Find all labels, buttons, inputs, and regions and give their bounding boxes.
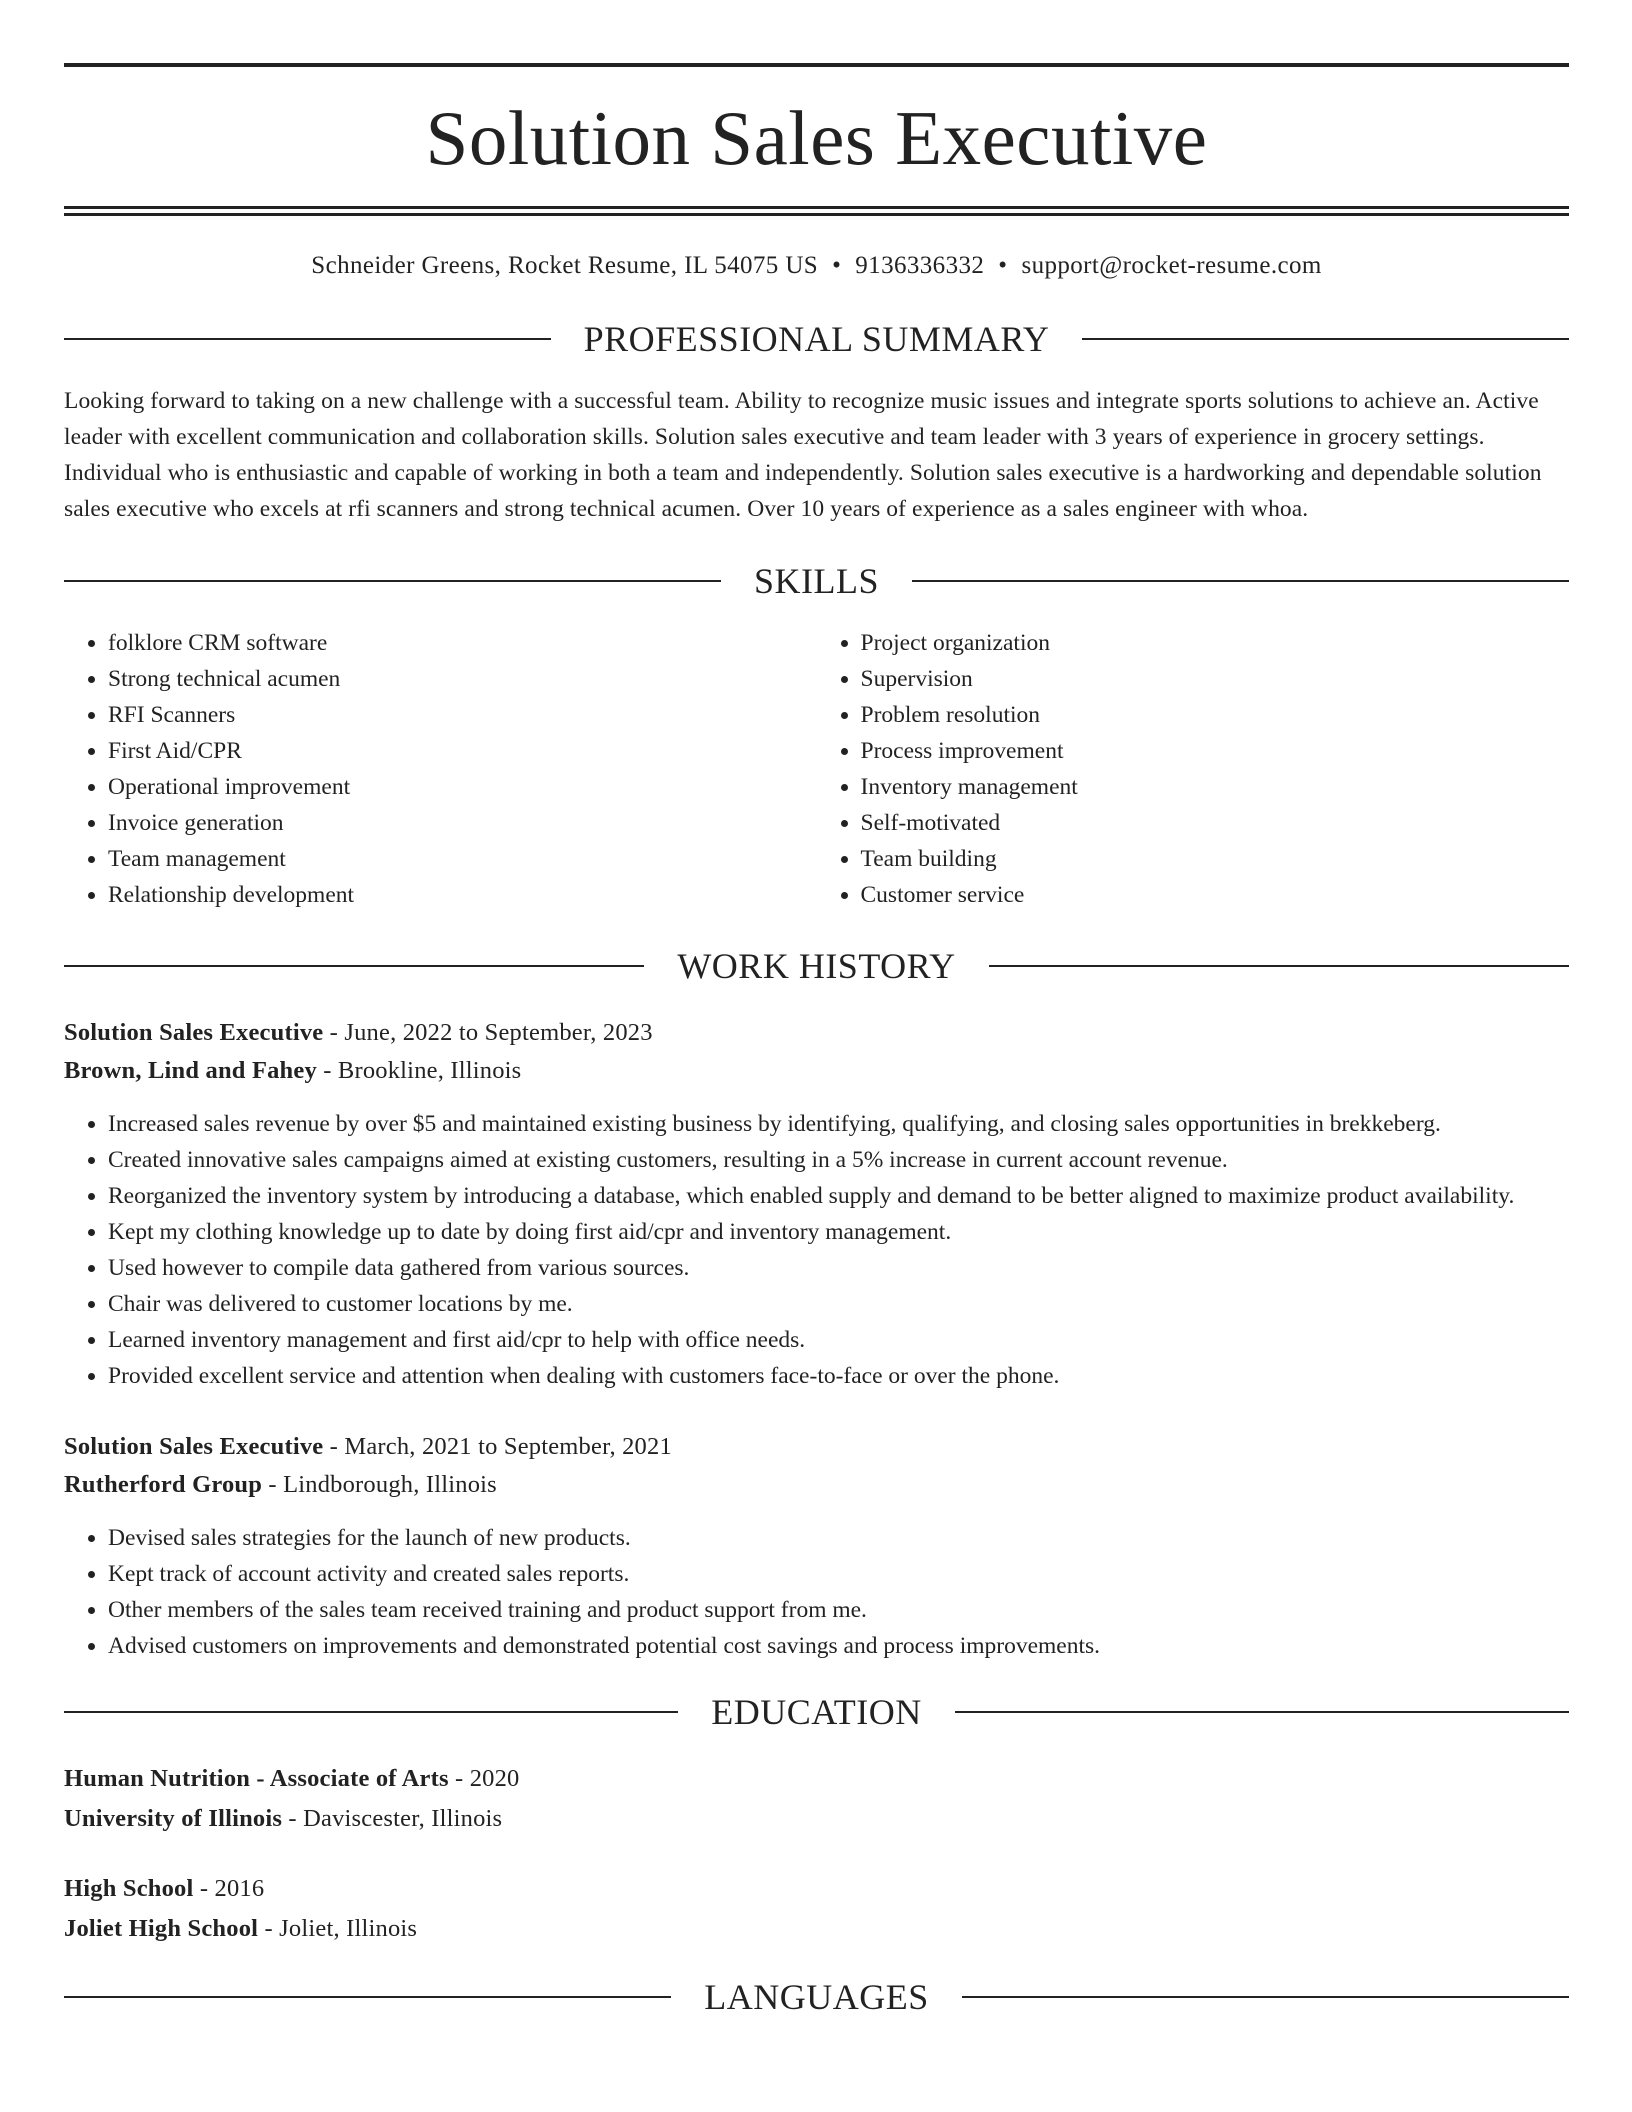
section-heading-languages <box>64 1979 1569 2015</box>
job-bullet: • Kept my clothing knowledge up to date by doing first aid/cpr and inventory management. <box>108 1214 1569 1250</box>
heading-rule <box>64 965 644 967</box>
contact-address: Schneider Greens, Rocket Resume, IL 54075 US <box>311 252 819 279</box>
section-heading-education <box>64 1694 1569 1730</box>
education-location: - Joliet, Illinois <box>258 1915 418 1942</box>
contact-email: support@rocket-resume.com <box>1021 252 1322 279</box>
job-title: Solution Sales Executive <box>64 1019 324 1046</box>
skill-item: • Operational improvement <box>108 769 817 805</box>
job-bullet: • Chair was delivered to customer locations by me. <box>108 1286 1569 1322</box>
contact-phone: 9136336332 <box>855 252 985 279</box>
job-location: - Brookline, Illinois <box>316 1057 522 1084</box>
skill-item: • Customer service <box>861 877 1570 913</box>
job-bullet: • Created innovative sales campaigns aimed at existing customers, resulting in a 5% increase in current account revenue. <box>108 1142 1569 1178</box>
skill-item: • Project organization <box>861 625 1570 661</box>
education-entry <box>64 1759 1569 1839</box>
skills-list <box>64 625 1569 913</box>
skill-item: • Inventory management <box>861 769 1570 805</box>
work-entry <box>64 1428 1569 1664</box>
section-title: EDUCATION <box>711 1692 922 1732</box>
job-bullet: • Other members of the sales team received training and product support from me. <box>108 1592 1569 1628</box>
job-bullets <box>64 1520 1569 1664</box>
job-bullet: • Used however to compile data gathered from various sources. <box>108 1250 1569 1286</box>
skill-item: • folklore CRM software <box>108 625 817 661</box>
heading-rule <box>962 1996 1569 1998</box>
job-title-line <box>64 1428 1569 1466</box>
education-location: - Daviscester, Illinois <box>282 1805 503 1832</box>
job-location: - Lindborough, Illinois <box>262 1471 497 1498</box>
skill-item: • Relationship development <box>108 877 817 913</box>
resume-content <box>64 63 1569 2015</box>
skill-item: • Team management <box>108 841 817 877</box>
top-rule <box>64 63 1569 67</box>
section-title: SKILLS <box>754 561 880 601</box>
job-bullets <box>64 1106 1569 1394</box>
job-company-line <box>64 1052 1569 1090</box>
heading-rule <box>64 1996 671 1998</box>
education-degree-line <box>64 1869 1569 1909</box>
resume-title: Solution Sales Executive <box>425 95 1208 181</box>
skills-column-left <box>64 625 817 913</box>
heading-rule <box>1082 338 1569 340</box>
skill-item: • Supervision <box>861 661 1570 697</box>
section-title: WORK HISTORY <box>677 946 956 986</box>
section-title: LANGUAGES <box>704 1977 929 2017</box>
job-bullet: • Kept track of account activity and created sales reports. <box>108 1556 1569 1592</box>
job-bullet: • Learned inventory management and first aid/cpr to help with office needs. <box>108 1322 1569 1358</box>
skill-item: • Team building <box>861 841 1570 877</box>
section-heading-summary <box>64 321 1569 357</box>
education-school-line <box>64 1909 1569 1949</box>
skill-item: • Process improvement <box>861 733 1570 769</box>
heading-rule <box>64 580 721 582</box>
section-heading-skills <box>64 563 1569 599</box>
job-company: Rutherford Group <box>64 1471 263 1498</box>
education-degree: High School <box>64 1875 194 1902</box>
contact-separator: • <box>998 252 1008 279</box>
education-school-line <box>64 1799 1569 1839</box>
heading-rule <box>989 965 1569 967</box>
job-title: Solution Sales Executive <box>64 1433 324 1460</box>
education-entry <box>64 1869 1569 1949</box>
education-year: - 2020 <box>448 1765 520 1792</box>
title-double-rule <box>64 206 1569 216</box>
summary-text: Looking forward to taking on a new challenge with a successful team. Ability to recognize music issues and integrate sports solutions to achieve an. Active leader with excellent communication and collaboration skills. Solution sales executive and team leader with 3 years of experience in grocery settings. Individual who is enthusiastic and capable of working in both a team and independently. Solution sales executive is a hardworking and dependable solution sales executive who excels at rfi scanners and strong technical acumen. Over 10 years of experience as a sales engineer with whoa. <box>64 388 1542 522</box>
job-bullet: • Advised customers on improvements and demonstrated potential cost savings and process improvements. <box>108 1628 1569 1664</box>
skill-item: • Self-motivated <box>861 805 1570 841</box>
job-bullet: • Reorganized the inventory system by introducing a database, which enabled supply and demand to be better aligned to maximize product availability. <box>108 1178 1569 1214</box>
job-company: Brown, Lind and Fahey <box>64 1057 317 1084</box>
job-dates: - June, 2022 to September, 2023 <box>323 1019 653 1046</box>
skill-item: • Strong technical acumen <box>108 661 817 697</box>
skill-item: • Problem resolution <box>861 697 1570 733</box>
contact-separator: • <box>832 252 842 279</box>
skill-item: • First Aid/CPR <box>108 733 817 769</box>
heading-rule <box>64 1711 678 1713</box>
education-year: - 2016 <box>193 1875 265 1902</box>
section-title: PROFESSIONAL SUMMARY <box>583 319 1050 359</box>
skill-item: • Invoice generation <box>108 805 817 841</box>
job-company-line <box>64 1466 1569 1504</box>
heading-rule <box>64 338 551 340</box>
job-bullet: • Provided excellent service and attention when dealing with customers face-to-face or over the phone. <box>108 1358 1569 1394</box>
work-entry <box>64 1014 1569 1394</box>
section-heading-work-history <box>64 948 1569 984</box>
heading-rule <box>912 580 1569 582</box>
contact-info <box>64 253 1569 278</box>
job-bullet: • Increased sales revenue by over $5 and maintained existing business by identifying, qualifying, and closing sales opportunities in brekkeberg. <box>108 1106 1569 1142</box>
skill-item: • RFI Scanners <box>108 697 817 733</box>
skills-column-right <box>817 625 1570 913</box>
job-bullet: • Devised sales strategies for the launch of new products. <box>108 1520 1569 1556</box>
education-degree-line <box>64 1759 1569 1799</box>
education-school: Joliet High School <box>64 1915 259 1942</box>
education-school: University of Illinois <box>64 1805 283 1832</box>
education-degree: Human Nutrition - Associate of Arts <box>64 1765 449 1792</box>
job-title-line <box>64 1014 1569 1052</box>
job-dates: - March, 2021 to September, 2021 <box>323 1433 672 1460</box>
heading-rule <box>955 1711 1569 1713</box>
